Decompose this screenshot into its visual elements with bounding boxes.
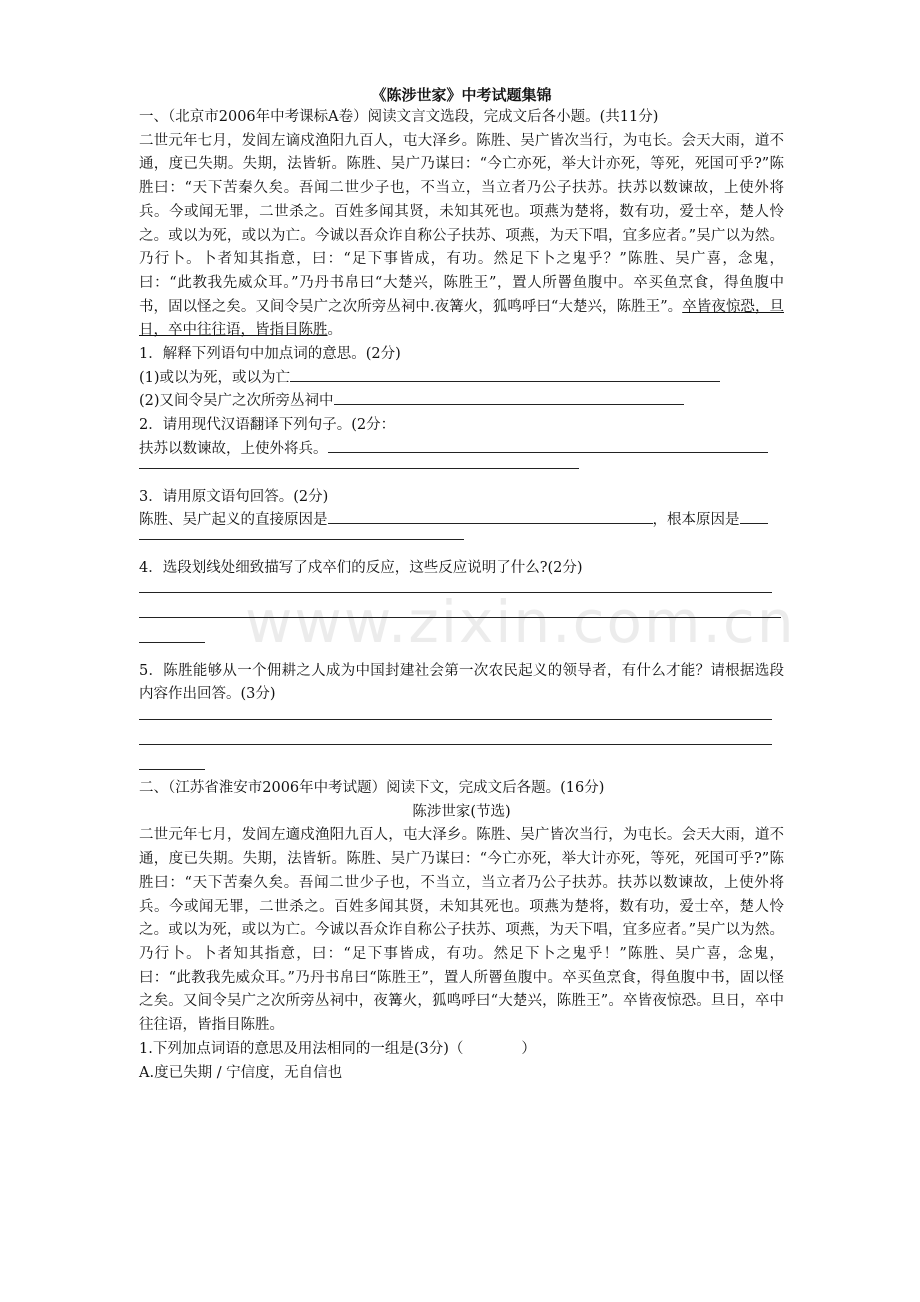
answer-blank-1a[interactable] [290, 367, 720, 382]
part1-passage-underlined: 卒皆夜惊恐，旦日，卒中往往语，皆指目陈胜 [139, 298, 784, 339]
answer-line-4b[interactable] [139, 617, 781, 618]
part1-question-1: 1．解释下列语句中加点词的意思。(2分) [139, 346, 401, 363]
part2-passage: 二世元年七月，发闾左適戍渔阳九百人，屯大泽乡。陈胜、吴广皆次当行，为屯长。会天大雨，道不通，度已失期。失期，法皆斩。陈胜、吴广乃谋曰：“今亡亦死，举大计亦死，等死，死国可乎?”陈胜曰：“天下苦秦久矣。吾闻二世少子也，不当立，当立者乃公子扶苏。扶苏以数谏故，上使外将兵。今或闻无罪，二世杀之。百姓多闻其贤，未知其死也。项燕为楚将，数有功，爱士卒，楚人怜之。或以为死，或以为亡。今诚以吾众诈自称公子扶苏、项燕，为天下唱，宜多应者。”吴广以为然。乃行卜。卜者知其指意，曰：“足下事皆成，有功。然足下卜之鬼乎！”陈胜、吴广喜，念鬼，曰：“此教我先威众耳。”乃丹书帛曰“陈胜王”，置人所罾鱼腹中。卒买鱼烹食，得鱼腹中书，固以怪之矣。又间令吴广之次所旁丛祠中，夜篝火，狐鸣呼曰“大楚兴，陈胜王”。卒皆夜惊恐。旦日，卒中往往语，皆指目陈胜。 [139, 827, 784, 1034]
answer-line-5b-wrap [139, 732, 784, 757]
answer-line-4c[interactable] [139, 642, 205, 643]
part2-heading: 二、（江苏省淮安市2006年中考试题）阅读下文，完成文后各题。(16分) [139, 780, 605, 797]
part1-question-4: 4．选段划线处细致描写了戍卒们的反应，这些反应说明了什么?(2分) [139, 559, 583, 576]
part1-passage [139, 130, 784, 343]
answer-line-3c[interactable] [139, 539, 464, 540]
part2-subtitle: 陈涉世家(节选) [412, 803, 511, 820]
part1-question-1b [139, 390, 784, 414]
answer-line-5c[interactable] [139, 769, 205, 770]
answer-line-5c-wrap [139, 757, 784, 777]
question-1a-text: (1)或以为死，或以为亡 [139, 369, 291, 386]
watermark: www.zixin.com.cn [245, 588, 796, 656]
part1-question-3a [139, 509, 784, 533]
part1-question-2a [139, 438, 784, 462]
question-3b-text: ，根本原因是 [652, 512, 740, 529]
part1-passage-end: 。 [327, 322, 342, 339]
part2-option-a: A.度已失期 / 宁信度，无自信也 [139, 1064, 343, 1081]
answer-blank-3a[interactable] [328, 509, 653, 524]
answer-blank-1b[interactable] [334, 390, 684, 405]
part1-heading: 一、（北京市2006年中考课标A卷）阅读文言文选段，完成文后各小题。(共11分) [139, 109, 659, 125]
document-page [139, 84, 784, 1085]
answer-line-5b[interactable] [139, 744, 772, 745]
part1-question-3: 3．请用原文语句回答。(2分) [139, 488, 329, 505]
answer-line-5a-wrap [139, 707, 784, 732]
question-1b-text: (2)又间令吴广之次所旁丛祠中 [139, 393, 334, 410]
part1-question-2: 2．请用现代汉语翻译下列句子。(2分： [139, 417, 396, 434]
answer-line-2b-wrap [139, 462, 784, 486]
answer-line-4c-wrap [139, 631, 784, 656]
part2-question-1: 1.下列加点词语的意思及用法相同的一组是(3分)（ ） [139, 1040, 536, 1057]
answer-line-5a[interactable] [139, 719, 772, 720]
answer-blank-3b[interactable] [740, 509, 768, 524]
part1-question-1a [139, 367, 784, 391]
question-3a-text: 陈胜、吴广起义的直接原因是 [139, 512, 328, 529]
answer-line-3c-wrap [139, 533, 784, 557]
part1-question-5: 5．陈胜能够从一个佣耕之人成为中国封建社会第一次农民起义的领导者，有什么才能？请根据选段内容作出回答。(3分) [139, 662, 784, 703]
answer-blank-2a[interactable] [328, 438, 768, 453]
question-2a-text: 扶苏以数谏故，上使外将兵。 [139, 440, 328, 457]
answer-line-4b-wrap [139, 606, 784, 631]
answer-line-4a[interactable] [139, 592, 772, 593]
answer-line-2b[interactable] [139, 468, 579, 469]
part1-passage-main: 二世元年七月，发闾左谪戍渔阳九百人，屯大泽乡。陈胜、吴广皆次当行，为屯长。会天大雨，道不通，度已失期。失期，法皆斩。陈胜、吴广乃谋曰：“今亡亦死，举大计亦死，等死，死国可乎?”陈胜曰：“天下苦秦久矣。吾闻二世少子也，不当立，当立者乃公子扶苏。扶苏以数谏故，上使外将兵。今或闻无罪，二世杀之。百姓多闻其贤，未知其死也。项燕为楚将，数有功，爱士卒，楚人怜之。或以为死，或以为亡。今诚以吾众诈自称公子扶苏、项燕，为天下唱，宜多应者。”吴广以为然。乃行卜。卜者知其指意，曰：“足下事皆成，有功。然足下卜之鬼乎？”陈胜、吴广喜，念鬼，曰：“此教我先威众耳。”乃丹书帛曰“大楚兴，陈胜王”，置人所罾鱼腹中。卒买鱼烹食，得鱼腹中书，固以怪之矣。又间令吴广之次所旁丛祠中.夜篝火，狐鸣呼曰“大楚兴，陈胜王”。 [139, 132, 784, 315]
answer-line-4a-wrap [139, 581, 784, 606]
page-title: 《陈涉世家》中考试题集锦 [371, 86, 552, 104]
